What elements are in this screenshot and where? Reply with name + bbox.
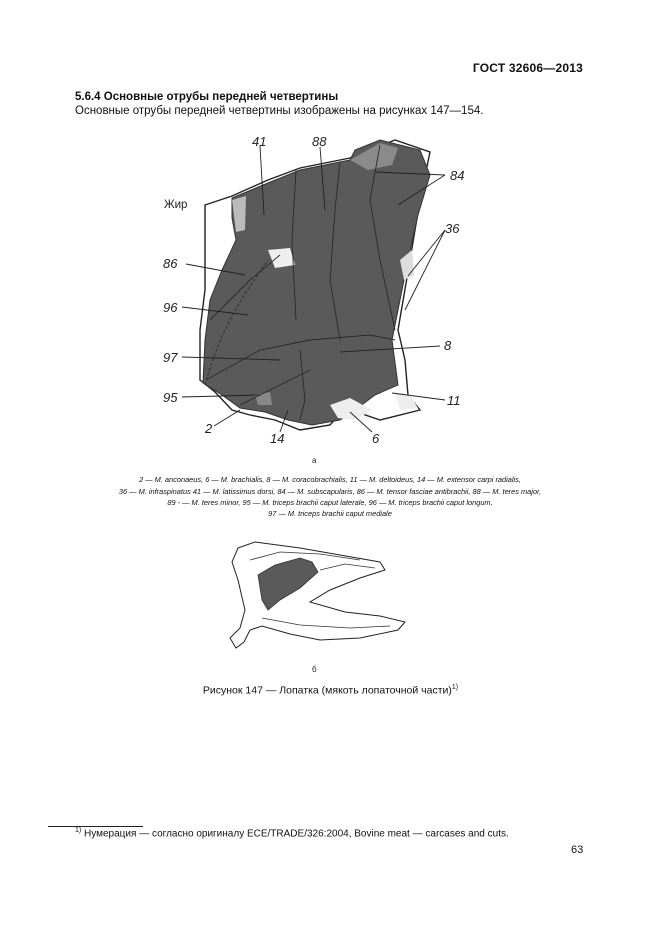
legend-line-2: 36 — M. infraspinatus 41 — M. latissimus dorsi, 84 — M. subscapularis, 86 — M. tensor fasciae antibrachii, 88 — M. teres major,	[118, 487, 542, 496]
label-95: 95	[163, 390, 178, 405]
section-intro: Основные отрубы передней четвертины изображены на рисунках 147—154.	[75, 105, 484, 117]
caption-text: Рисунок 147 — Лопатка (мякоть лопаточной части)	[202, 684, 452, 697]
figure-a-sublabel: а	[312, 456, 317, 465]
label-88: 88	[312, 134, 327, 149]
muscle-mass	[203, 140, 430, 425]
label-fat: Жир	[164, 199, 188, 211]
label-86: 86	[163, 256, 178, 271]
label-84: 84	[450, 168, 465, 183]
footnote	[75, 827, 509, 839]
label-11: 11	[447, 393, 461, 408]
label-41: 41	[252, 134, 267, 149]
figure-b-location-sketch	[0, 530, 661, 680]
figure-b-sublabel: б	[312, 665, 317, 674]
label-96: 96	[163, 300, 178, 315]
label-36: 36	[445, 221, 460, 236]
caption-note-mark: 1)	[451, 684, 459, 691]
label-2: 2	[205, 421, 213, 436]
footnote-mark: 1)	[75, 827, 82, 834]
section-title: 5.6.4 Основные отрубы передней четвертины	[75, 91, 339, 103]
label-14: 14	[270, 431, 285, 446]
label-97: 97	[163, 350, 178, 365]
label-6: 6	[372, 431, 380, 446]
legend-line-3: 89 - — M. teres minor, 95 — M. triceps brachii caput laterale, 96 — M. triceps brachii caput longum,	[167, 498, 493, 507]
footnote-text: Нумерация — согласно оригиналу ECE/TRADE/326:2004, Bovine meat — carcases and cuts.	[84, 828, 509, 840]
figure-caption	[0, 684, 661, 697]
page-number: 63	[571, 844, 584, 856]
label-8: 8	[444, 338, 452, 353]
standard-header: ГОСТ 32606—2013	[472, 61, 583, 75]
legend-line-1: 2 — M. anconaeus, 6 — M. brachialis, 8 — M. coracobrachialis, 11 — M. deltoideus, 14 — M. extensor carpi radialis,	[139, 475, 521, 484]
legend-line-4: 97 — M. triceps brachii caput mediale	[268, 509, 392, 518]
shoulder-outline	[230, 542, 405, 648]
